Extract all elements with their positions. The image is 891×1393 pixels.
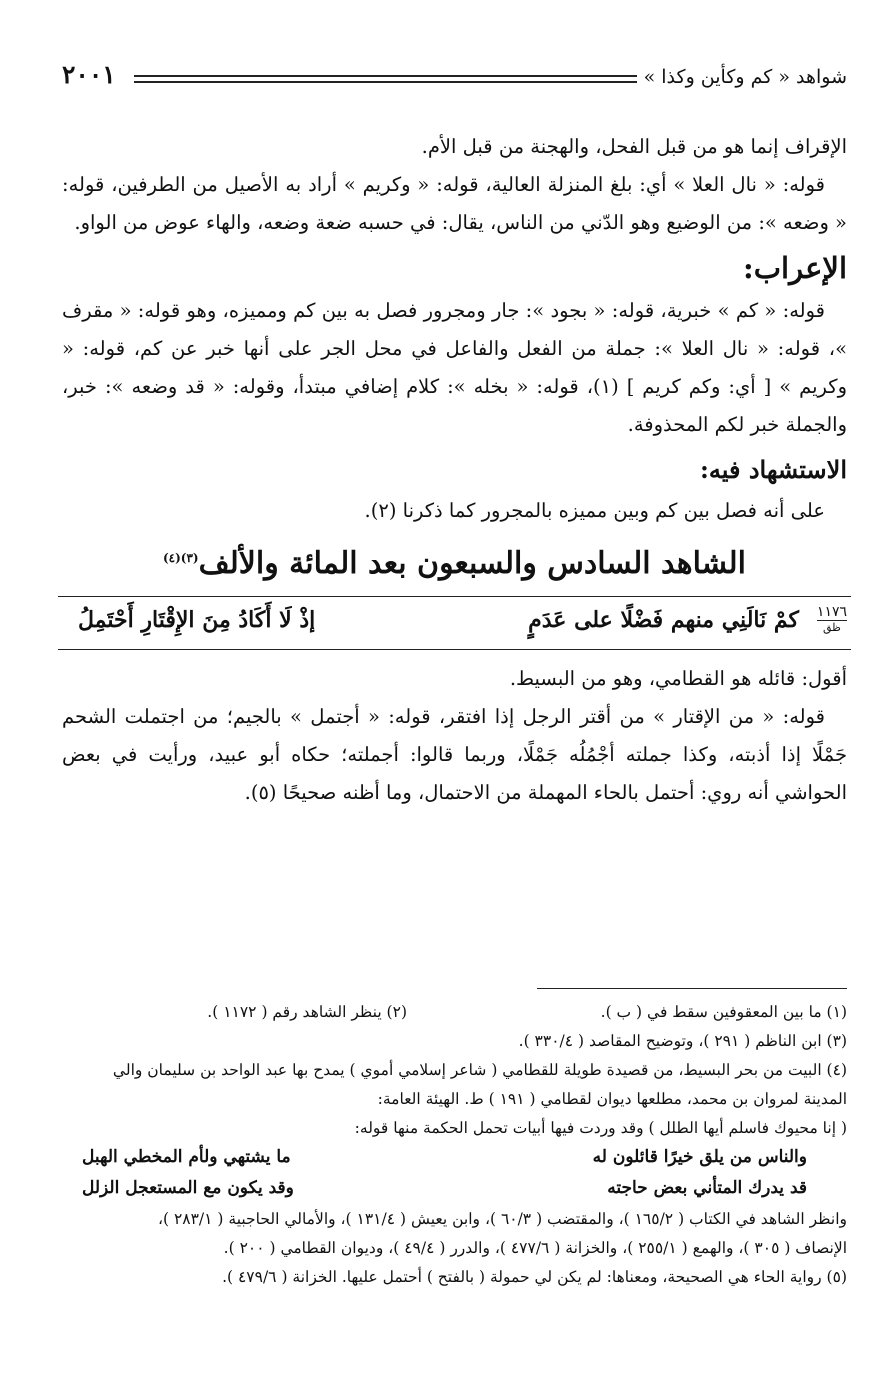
- poem-1-hemistich-a: والناس من يلق خيرًا قائلون له: [592, 1147, 807, 1167]
- poem-2-hemistich-b: وقد يكون مع المستعجل الزلل: [82, 1178, 294, 1198]
- paragraph-5: أقول: قائله هو القطامي، وهو من البسيط.: [509, 667, 847, 690]
- paragraph-2: قوله: « نال العلا » أي: بلغ المنزلة العالية، قوله: « وكريم » أراد به الأصيل من الطرفين، قوله: « وضعه »: من الوضيع وهو الدّني من الناس، يقال: في حسبه ضعة وضعه، والهاء عوض من الواو.: [62, 173, 847, 234]
- footnote-3: (٣) ابن الناظم ( ٢٩١ )، وتوضيح المقاصد ( ٣٣٠/٤ ).: [518, 1032, 847, 1050]
- paragraph-4: على أنه فصل بين كم وبين مميزه بالمجرور كما ذكرنا (٢).: [364, 499, 825, 522]
- footnote-4-line-5: الإنصاف ( ٣٠٥ )، والهمع ( ٢٥٥/١ )، والخزانة ( ٤٧٧/٦ )، والدرر ( ٤٩/٤ )، وديوان القطامي ( ٢٠٠ ).: [223, 1239, 847, 1257]
- footnote-poem-line-2: [62, 1174, 847, 1205]
- footnote-1: (١) ما بين المعقوفين سقط في ( ب ).: [600, 1003, 847, 1021]
- footnote-4-line-2: المدينة لمروان بن محمد، مطلعها ديوان لقطامي ( ١٩١ ) ط. الهيئة العامة:: [377, 1090, 847, 1108]
- main-text: [62, 128, 847, 812]
- paragraph-3: قوله: « كم » خبرية، قوله: « بجود »: جار ومجرور فصل به بين كم ومميزه، وهو قوله: « مقرف »، قوله: « نال العلا »: جملة من الفعل والفاعل في محل الجر على أنها خبر عن كم، قوله: « وكريم » [ أي: وكم كريم ] (١)، قوله: « بخله »: كلام إضافي مبتدأ، وقوله: « قد وضعه »: خبر، والجملة خبر لكم المحذوفة.: [62, 299, 847, 436]
- footnote-separator: [537, 988, 847, 989]
- verse-number: [817, 605, 847, 635]
- footnote-2: (٢) ينظر الشاهد رقم ( ١١٧٢ ).: [207, 1003, 407, 1021]
- footnote-poem-line-1: [62, 1143, 847, 1174]
- page-number: ٢٠٠١: [62, 60, 116, 89]
- verse-number-value: ١١٧٦: [816, 604, 847, 620]
- footnote-4-line-4: وانظر الشاهد في الكتاب ( ١٦٥/٢ )، والمقتضب ( ٦٠/٣ )، وابن يعيش ( ١٣١/٤ )، والأمالي الحاجبية ( ٢٨٣/١ )،: [157, 1210, 847, 1228]
- footnote-5: (٥) رواية الحاء هي الصحيحة، ومعناها: لم يكن لي حمولة ( بالفتح ) أحتمل عليها. الخزانة ( ٤٧٩/٦ ).: [222, 1268, 847, 1286]
- paragraph-1: الإقراف إنما هو من قبل الفحل، والهجنة من قبل الأم.: [421, 135, 847, 158]
- paragraph-6: قوله: « من الإقتار » من أقتر الرجل إذا افتقر، قوله: « أجتمل » بالجيم؛ من اجتملت الشحم جَمْلًا إذا أذبته، وكذا جملته أجْمُلُه جَمْلًا، وربما قالوا: أجملته؛ حكاه أبو عبيد، ورأيت في بعض الحواشي أنه روي: أحتمل بالحاء المهملة من الاحتمال، وما أظنه صحيحًا (٥).: [62, 705, 847, 804]
- footnotes: [62, 998, 847, 1292]
- footnote-row-1-2: [62, 998, 847, 1027]
- section-heading-istishhad: الاستشهاد فيه:: [700, 455, 847, 484]
- witness-title-notes: (٣)(٤): [162, 551, 199, 565]
- running-header: [62, 58, 847, 98]
- section-heading-iarab: الإعراب:: [743, 251, 847, 285]
- running-title: شواهد « كم وكأين وكذا »: [643, 66, 847, 88]
- verse-hemistich-2: إذْ لَا أَكَادُ مِنَ الإِقْتَارِ أَحْتَمِلُ: [78, 607, 316, 633]
- verse-number-tag: ظق: [822, 621, 841, 634]
- footnote-4-line-3: ( إنا محيوك فاسلم أيها الطلل ) وقد وردت فيها أبيات تحمل الحكمة منها قوله:: [354, 1119, 847, 1137]
- poem-2-hemistich-a: قد يدرك المتأني بعض حاجته: [607, 1178, 807, 1198]
- verse-hemistich-1: كمْ نَالَنِي منهم فَضْلًا على عَدَمٍ: [528, 607, 799, 633]
- witness-title-text: الشاهد السادس والسبعون بعد المائة والألف: [198, 546, 747, 581]
- poem-1-hemistich-b: ما يشتهي ولأم المخطي الهبل: [82, 1147, 291, 1167]
- witness-title: [62, 532, 847, 590]
- header-double-rule: [134, 75, 637, 83]
- footnote-4-line-1: (٤) البيت من بحر البسيط، من قصيدة طويلة للقطامي ( شاعر إسلامي أموي ) يمدح بها عبد الواحد بن سليمان والي: [112, 1061, 847, 1079]
- verse-box: [58, 596, 851, 650]
